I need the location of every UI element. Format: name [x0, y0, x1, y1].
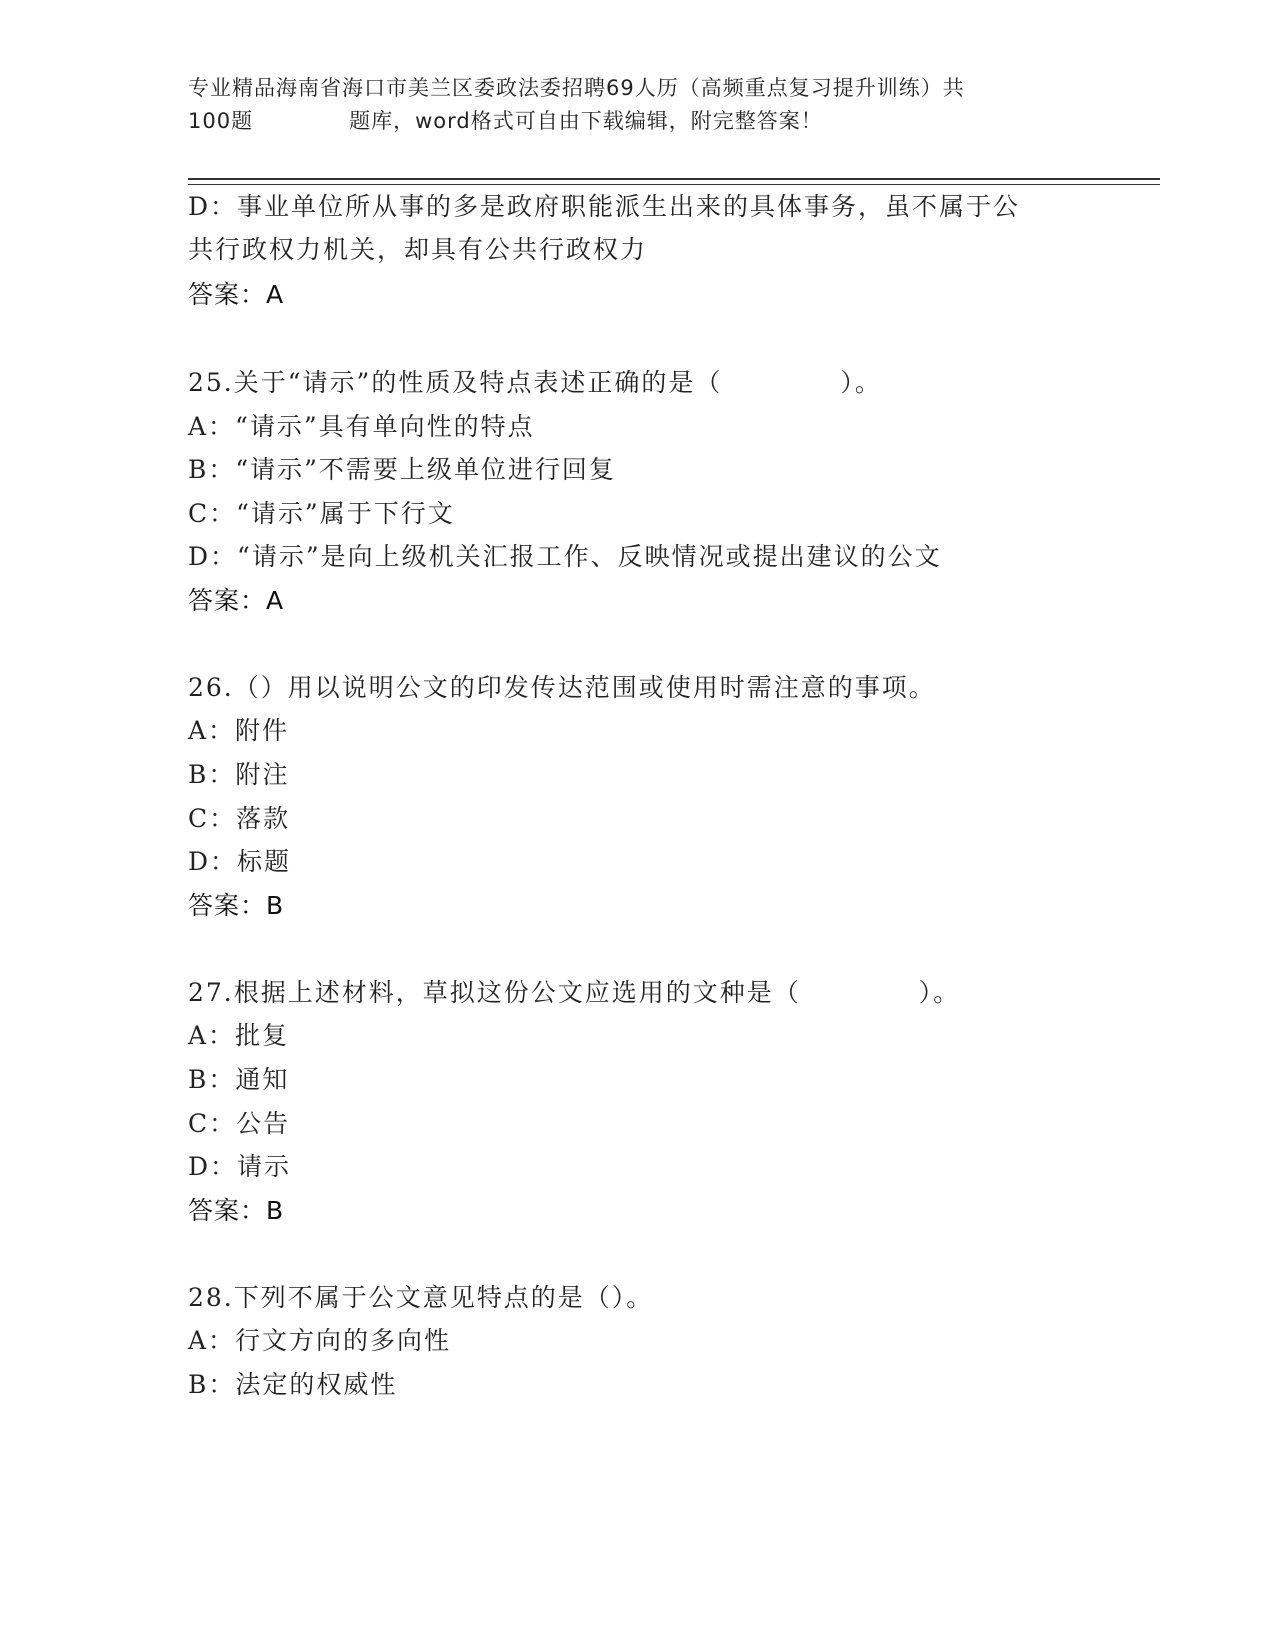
answer-24: 答案：A	[188, 280, 285, 309]
question-27-option-b: B：通知	[188, 1065, 290, 1094]
question-25-option-b: B：“请示”不需要上级单位进行回复	[188, 455, 616, 484]
question-25-option-d: D：“请示”是向上级机关汇报工作、反映情况或提出建议的公文	[188, 542, 942, 571]
header-divider-thin	[188, 184, 1160, 185]
question-27-option-a: A：批复	[188, 1021, 290, 1050]
question-25-answer: 答案：A	[188, 586, 285, 615]
question-25-stem: 25.关于“请示”的性质及特点表述正确的是（ ）。	[188, 368, 882, 397]
question-28-option-b: B：法定的权威性	[188, 1370, 398, 1399]
page-header	[188, 72, 1108, 138]
question-26-option-d: D：标题	[188, 847, 292, 876]
header-question-count: 100题	[188, 109, 254, 133]
header-divider-thick	[188, 178, 1160, 180]
question-26-option-a: A：附件	[188, 716, 290, 745]
option-d-continued: D：事业单位所从事的多是政府职能派生出来的具体事务，虽不属于公	[188, 192, 1021, 221]
question-26-option-b: B：附注	[188, 760, 290, 789]
question-26-option-c: C：落款	[188, 804, 291, 833]
question-25-option-a: A：“请示”具有单向性的特点	[188, 412, 535, 441]
question-28-option-a: A：行文方向的多向性	[188, 1326, 452, 1355]
question-26-stem: 26.（）用以说明公文的印发传达范围或使用时需注意的事项。	[188, 673, 936, 702]
header-title-line1: 专业精品海南省海口市美兰区委政法委招聘69人历（高频重点复习提升训练）共	[188, 76, 965, 100]
option-d-continued-line2: 共行政权力机关，却具有公共行政权力	[188, 235, 648, 264]
question-27-stem: 27.根据上述材料，草拟这份公文应选用的文种是（ ）。	[188, 978, 961, 1007]
header-title-line2	[188, 105, 1108, 138]
question-27-answer: 答案：B	[188, 1196, 285, 1225]
question-27-option-c: C：公告	[188, 1109, 291, 1138]
header-description: 题库，word格式可自由下载编辑，附完整答案！	[349, 109, 823, 133]
question-28-stem: 28.下列不属于公文意见特点的是（）。	[188, 1283, 654, 1312]
question-27-option-d: D：请示	[188, 1152, 292, 1181]
question-26-answer: 答案：B	[188, 891, 285, 920]
question-25-option-c: C：“请示”属于下行文	[188, 499, 455, 528]
